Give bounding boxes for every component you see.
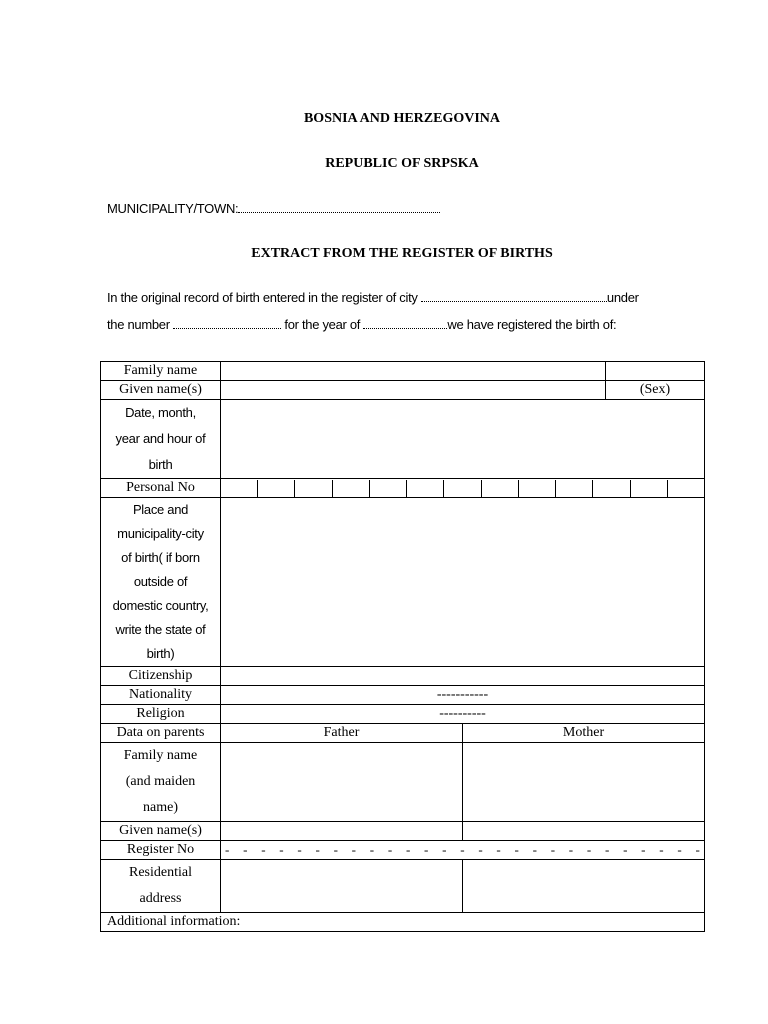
- date-of-birth-label: [101, 400, 221, 479]
- digit-box[interactable]: [482, 480, 519, 497]
- place-label-line-2: municipality-city: [117, 526, 204, 541]
- digit-box[interactable]: [258, 480, 295, 497]
- place-label-line-7: birth): [146, 646, 175, 661]
- father-given-names-field[interactable]: [221, 822, 463, 841]
- digit-box[interactable]: [370, 480, 407, 497]
- row-place-of-birth: [101, 498, 705, 667]
- mother-given-names-field[interactable]: [463, 822, 705, 841]
- row-date-of-birth: [101, 400, 705, 479]
- place-label-line-3: of birth( if born: [121, 550, 200, 565]
- digit-box[interactable]: [556, 480, 593, 497]
- municipality-fill-line[interactable]: [238, 202, 440, 213]
- intro-line-1: [107, 290, 639, 305]
- personal-no-digit-boxes: [221, 480, 704, 497]
- intro-text-under: under: [606, 290, 639, 305]
- row-parent-given-names: [101, 822, 705, 841]
- mother-family-name-field[interactable]: [463, 743, 705, 822]
- number-fill-line[interactable]: [173, 318, 281, 329]
- personal-no-field[interactable]: [221, 479, 705, 498]
- register-no-dash-separators: - - - - - - - - - - - - - - - - - - - - - - - - - - -: [225, 842, 700, 857]
- row-personal-no: [101, 479, 705, 498]
- register-no-field[interactable]: [221, 841, 705, 860]
- document-title: EXTRACT FROM THE REGISTER OF BIRTHS: [251, 246, 553, 261]
- personal-no-label: Personal No: [101, 479, 221, 498]
- row-given-names: [101, 381, 705, 400]
- intro-text-city: In the original record of birth entered in the register of city: [107, 290, 418, 305]
- row-religion: [101, 705, 705, 724]
- religion-label: Religion: [101, 705, 221, 724]
- digit-box[interactable]: [295, 480, 332, 497]
- mother-column-header: Mother: [463, 724, 705, 743]
- family-name-extra-field[interactable]: [606, 362, 705, 381]
- father-residential-address-field[interactable]: [221, 860, 463, 913]
- row-additional-information: [101, 913, 705, 932]
- residential-address-label: [101, 860, 221, 913]
- city-fill-line[interactable]: [421, 291, 607, 302]
- row-parent-family-name: [101, 743, 705, 822]
- father-family-name-field[interactable]: [221, 743, 463, 822]
- intro-line-2: [107, 317, 616, 332]
- birth-register-table: [100, 361, 705, 932]
- row-data-on-parents: [101, 724, 705, 743]
- family-name-field[interactable]: [221, 362, 606, 381]
- father-column-header: Father: [221, 724, 463, 743]
- family-name-label: Family name: [101, 362, 221, 381]
- row-register-no: [101, 841, 705, 860]
- digit-box[interactable]: [519, 480, 556, 497]
- religion-field[interactable]: ----------: [221, 705, 705, 724]
- dob-label-line-3: birth: [148, 457, 173, 472]
- digit-box[interactable]: [593, 480, 630, 497]
- row-residential-address: [101, 860, 705, 913]
- data-on-parents-label: Data on parents: [101, 724, 221, 743]
- residential-line-1: Residential: [129, 865, 192, 880]
- municipality-label: MUNICIPALITY/TOWN:: [107, 201, 239, 216]
- parent-family-name-label: [101, 743, 221, 822]
- given-names-label: Given name(s): [101, 381, 221, 400]
- citizenship-field[interactable]: [221, 667, 705, 686]
- parent-given-names-label: Given name(s): [101, 822, 221, 841]
- date-of-birth-field[interactable]: [221, 400, 705, 479]
- place-label-line-4: outside of: [133, 574, 188, 589]
- dob-label-line-2: year and hour of: [115, 431, 206, 446]
- municipality-line: [107, 201, 440, 218]
- citizenship-label: Citizenship: [101, 667, 221, 686]
- place-label-line-6: write the state of: [115, 622, 206, 637]
- digit-box[interactable]: [407, 480, 444, 497]
- additional-information-field[interactable]: Additional information:: [101, 913, 705, 932]
- intro-text-number: the number: [107, 317, 170, 332]
- intro-text-year: for the year of: [284, 317, 361, 332]
- register-no-label: Register No: [101, 841, 221, 860]
- place-label-line-5: domestic country,: [112, 598, 209, 613]
- digit-box[interactable]: [333, 480, 370, 497]
- place-of-birth-field[interactable]: [221, 498, 705, 667]
- dob-label-line-1: Date, month,: [125, 405, 196, 420]
- parent-family-line-2: (and maiden: [125, 774, 196, 789]
- place-of-birth-label: [101, 498, 221, 667]
- mother-residential-address-field[interactable]: [463, 860, 705, 913]
- residential-line-2: address: [139, 891, 182, 906]
- entity-heading: REPUBLIC OF SRPSKA: [325, 156, 479, 171]
- intro-text-registered: we have registered the birth of:: [447, 317, 617, 332]
- year-fill-line[interactable]: [363, 318, 447, 329]
- row-nationality: [101, 686, 705, 705]
- digit-box[interactable]: [668, 480, 704, 497]
- row-family-name: [101, 362, 705, 381]
- nationality-label: Nationality: [101, 686, 221, 705]
- sex-field[interactable]: (Sex): [606, 381, 705, 400]
- parent-family-line-1: Family name: [123, 748, 198, 763]
- country-heading: BOSNIA AND HERZEGOVINA: [303, 111, 501, 126]
- parent-family-line-3: name): [143, 800, 178, 815]
- given-names-field[interactable]: [221, 381, 606, 400]
- digit-box[interactable]: [444, 480, 481, 497]
- row-citizenship: [101, 667, 705, 686]
- place-label-line-1: Place and: [132, 502, 189, 517]
- nationality-field[interactable]: -----------: [221, 686, 705, 705]
- digit-box[interactable]: [221, 480, 258, 497]
- digit-box[interactable]: [631, 480, 668, 497]
